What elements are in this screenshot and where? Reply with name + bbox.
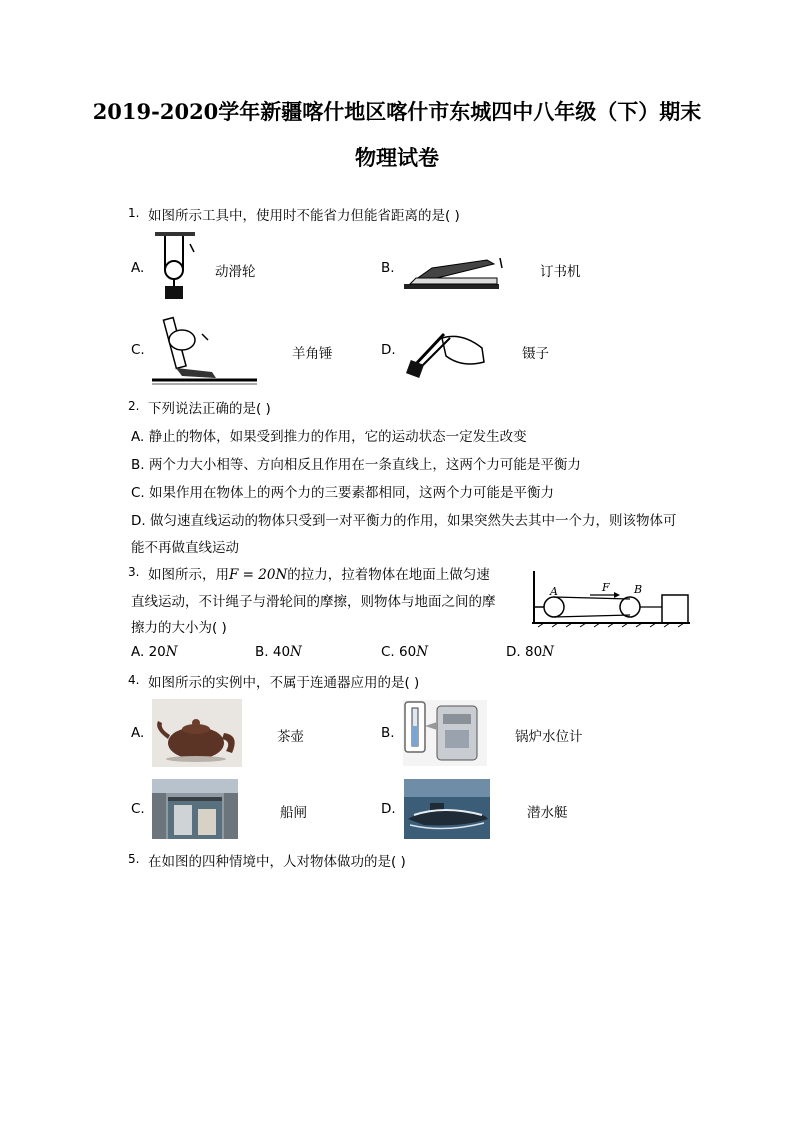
q4-stem: 如图所示的实例中，不属于连通器应用的是( ) [148,675,420,691]
q2-option-a: A. 静止的物体，如果受到推力的作用，它的运动状态一定发生改变 [131,429,527,445]
q3-stem-post: 的拉力，拉着物体在地面上做匀速 [287,567,490,583]
q3-stem-pre: 如图所示，用 [148,567,229,583]
q1-option-d-letter: D. [381,342,396,358]
q1-option-a-letter: A. [131,260,145,276]
q4-option-a-letter: A. [131,725,145,741]
q4-option-a-label: 茶壶 [277,729,304,745]
page-subtitle: 物理试卷 [355,145,439,170]
q2-option-b: B. 两个力大小相等、方向相反且作用在一条直线上，这两个力可能是平衡力 [131,457,581,473]
submarine-figure [404,779,490,839]
q3-number: 3. [128,565,140,579]
boiler-gauge-figure [403,700,487,766]
q3-option-b: B. 40N [255,644,302,660]
pulley-figure [150,230,200,302]
teapot-figure [152,699,242,767]
q4-option-c-letter: C. [131,801,145,817]
q1-option-c-letter: C. [131,342,145,358]
q1-option-d-label: 镊子 [522,346,549,362]
ship-lock-figure [152,779,238,839]
q1-stem: 如图所示工具中，使用时不能省力但能省距离的是( ) [148,208,460,224]
q1-number: 1. [128,206,140,220]
q3-option-d: D. 80N [506,644,554,660]
q1-option-c-label: 羊角锤 [292,346,333,362]
q3-option-a: A. 20N [131,644,178,660]
q4-number: 4. [128,673,140,687]
tweezers-figure [402,322,488,380]
q3-fig-label-a: A [550,585,558,598]
q1-option-b-letter: B. [381,260,395,276]
q2-option-d-continued: 能不再做直线运动 [131,540,239,556]
q3-fig-label-f: F [602,581,610,594]
q3-fig-label-b: B [634,583,643,596]
q4-option-b-letter: B. [381,725,395,741]
claw-hammer-figure [152,314,257,386]
q2-stem: 下列说法正确的是( ) [148,401,271,417]
q3-stem-line2: 直线运动，不计绳子与滑轮间的摩擦，则物体与地面之间的摩 [131,594,496,610]
q2-number: 2. [128,399,140,413]
pulley-friction-figure [530,565,692,629]
q2-option-d: D. 做匀速直线运动的物体只受到一对平衡力的作用，如果突然失去其中一个力，则该物体可 [131,513,677,529]
q3-option-c: C. 60N [381,644,429,660]
q3-stem-line3: 擦力的大小为( ) [131,620,227,636]
page-title: 2019-2020学年新疆喀什地区喀什市东城四中八年级（下）期末 [92,99,702,124]
q4-option-d-label: 潜水艇 [527,805,568,821]
q4-option-c-label: 船闸 [280,805,307,821]
q5-stem: 在如图的四种情境中，人对物体做功的是( ) [148,854,406,870]
stapler-figure [402,248,507,292]
q4-option-d-letter: D. [381,801,396,817]
q3-formula: F = 20N [229,567,288,583]
q2-option-c: C. 如果作用在物体上的两个力的三要素都相同，这两个力可能是平衡力 [131,485,555,501]
q4-option-b-label: 锅炉水位计 [515,729,583,745]
q1-option-a-label: 动滑轮 [215,264,256,280]
q1-option-b-label: 订书机 [540,264,581,280]
q3-stem-line1 [148,563,490,583]
q5-number: 5. [128,852,140,866]
